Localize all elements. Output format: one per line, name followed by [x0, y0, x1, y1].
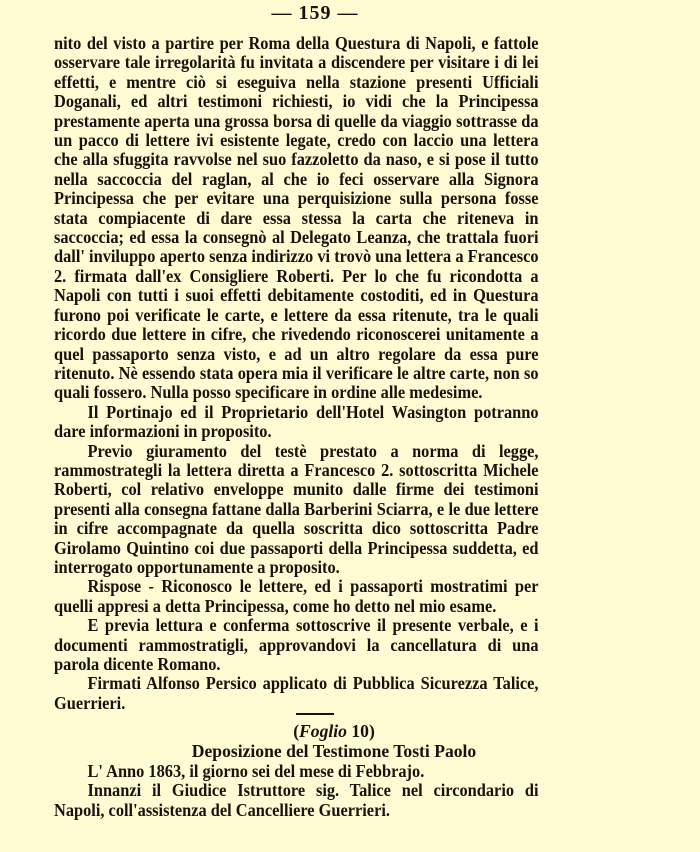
body-text: [54, 34, 539, 713]
foglio-word: Foglio: [299, 721, 347, 741]
paragraph-oath: Previo giuramento del testè prestato a norma di legge, rammostrategli la lettera diretta a Francesco 2. sottoscritta Michele Roberti, col relativo enveloppe munito dalle firme dei testimoni presenti alla consegna fattane dalla Barberini Sciarra, e le due lettere in cifre accompagnate da quella soscritta dico sottoscritta Padre Girolamo Quintino coi due passaporti della Principessa suddetta, ed interrogato opportunamente a proposito.: [54, 440, 539, 577]
deposition-intro: [54, 762, 539, 820]
foglio-number: 10): [346, 721, 375, 741]
foglio-open: (: [293, 721, 300, 741]
section-divider: [296, 713, 334, 715]
foglio-label: [54, 722, 614, 741]
paragraph-testimony: nito del visto a partire per Roma della Questura di Napoli, e fattole osservare tale irregolarità fu invitata a discendere per visitare i di lei effetti, e mentre ciò si eseguiva nella stazione presenti Ufficiali Doganali, ed altri testimoni richiesti, io vidi che la Principessa prestamente aperta una grossa borsa di quelle da viaggio sottrasse da un pacco di lettere ivi esistente legate, credo con laccio una lettera che alla sfuggita ravvolse nel suo fazzoletto da naso, e si pose il tutto nella saccoccia del raglan, al che io feci osservare alla Signora Principessa che per evitare una perquisizione sulla persona fosse stata compiacente di dare essa stessa la carta che riteneva in saccoccia; ed essa la consegnò al Delegato Leanza, che trattala fuori dall' inviluppo aperto senza indirizzo vi trovò una lettera a Francesco 2. firmata dall'ex Consigliere Roberti. Per lo che fu ricondotta a Napoli con tutti i suoi effetti debitamente costoditi, ed in Questura furono poi verificate le carte, e lettere da essa ritenute, tra le quali ricordo due lettere in cifre, che rivedendo riconoscerei unitamente a quel passaporto senza visto, e ad un altro regolare da essa pure ritenuto. Nè essendo stata opera mia il verificare le altre carte, non so quali fossero. Nulla posso specificare in ordine alle medesime.: [54, 33, 539, 403]
deposition-heading: Deposizione del Testimone Tosti Paolo: [191, 741, 477, 761]
closing-paragraph: Innanzi il Giudice Istruttore sig. Talice nel circondario di Napoli, coll'assistenza del Cancelliere Guerrieri.: [54, 780, 539, 820]
paragraph-confirmation: E previa lettura e conferma sottoscrive il presente verbale, e i documenti rammostratigli, approvandovi la cancellatura di una parola dicente Romano.: [54, 615, 539, 674]
paragraph-signatures: Firmati Alfonso Persico applicato di Pubblica Sicurezza Talice, Guerrieri.: [54, 673, 539, 713]
paragraph-answer: Rispose - Riconosco le lettere, ed i passaporti mostratimi per quelli appresi a detta Principessa, come ho detto nel mio esame.: [54, 576, 539, 616]
page-number: — 159 —: [271, 2, 359, 24]
dateline: L' Anno 1863, il giorno sei del mese di Febbrajo.: [87, 761, 425, 781]
paragraph-hotel: Il Portinajo ed il Proprietario dell'Hotel Wasington potranno dare informazioni in proposito.: [54, 401, 539, 442]
